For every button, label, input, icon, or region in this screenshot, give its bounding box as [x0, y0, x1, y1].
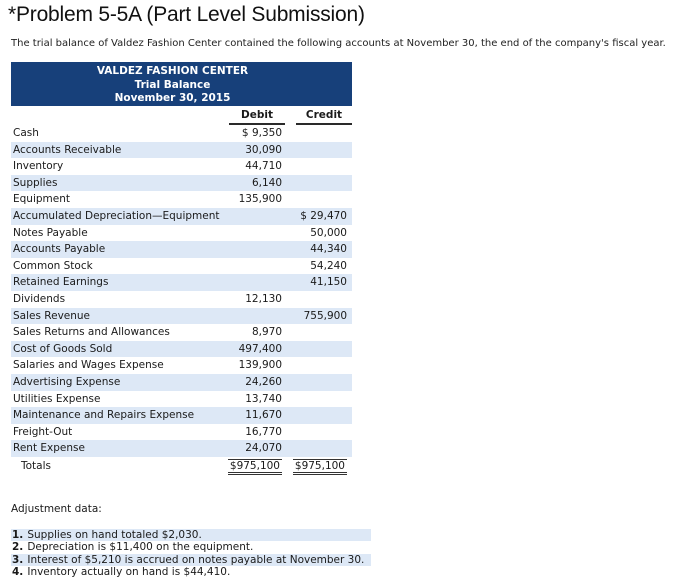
totals-label: Totals	[21, 460, 51, 472]
intro-text: The trial balance of Valdez Fashion Center contained the following accounts at November 30, the end of the company's fiscal year.	[11, 38, 666, 49]
account-name: Utilities Expense	[13, 392, 101, 405]
account-name: Cost of Goods Sold	[13, 342, 113, 355]
trial-balance-header	[11, 62, 352, 106]
table-row	[11, 391, 352, 408]
table-row	[11, 291, 352, 308]
adjustment-list	[11, 529, 371, 579]
item-number: 3.	[12, 553, 24, 566]
total-credit: $975,100	[293, 459, 347, 475]
item-number: 2.	[12, 541, 24, 554]
account-name: Inventory	[13, 160, 64, 173]
debit-amount: 13,740	[245, 392, 282, 405]
debit-amount: 11,670	[245, 409, 282, 422]
account-name: Dividends	[13, 293, 66, 305]
account-name: Rent Expense	[13, 442, 85, 455]
account-name: Supplies	[13, 176, 58, 189]
debit-amount: 497,400	[238, 342, 282, 355]
account-name: Cash	[13, 127, 39, 139]
item-text: Inventory actually on hand is $44,410.	[27, 566, 231, 579]
account-name: Maintenance and Repairs Expense	[13, 409, 195, 422]
table-row	[11, 142, 352, 159]
debit-amount: 8,970	[251, 326, 282, 339]
item-text: Supplies on hand totaled $2,030.	[27, 529, 202, 541]
account-name: Freight-Out	[13, 425, 73, 438]
account-name: Notes Payable	[13, 226, 88, 239]
credit-amount: $ 29,470	[300, 210, 347, 222]
list-item	[11, 554, 371, 566]
table-row	[11, 341, 352, 358]
account-name: Sales Revenue	[13, 309, 91, 322]
debit-column-header: Debit	[229, 108, 285, 125]
debit-amount: 12,130	[245, 293, 282, 305]
account-name: Equipment	[13, 193, 70, 206]
item-number: 1.	[12, 529, 24, 541]
total-debit: $975,100	[228, 459, 282, 475]
account-name: Advertising Expense	[13, 376, 121, 388]
debit-amount: 139,900	[238, 359, 282, 372]
problem-title: *Problem 5-5A (Part Level Submission)	[8, 3, 365, 26]
list-item	[11, 529, 371, 541]
debit-amount: 6,140	[251, 176, 282, 189]
account-name: Salaries and Wages Expense	[13, 359, 164, 372]
table-row	[11, 225, 352, 242]
adjustment-heading: Adjustment data:	[11, 503, 102, 515]
item-text: Interest of $5,210 is accrued on notes payable at November 30.	[27, 553, 365, 566]
item-text: Depreciation is $11,400 on the equipment.	[27, 541, 254, 554]
table-row	[11, 125, 352, 142]
company-name: VALDEZ FASHION CENTER	[96, 65, 249, 77]
account-name: Common Stock	[13, 259, 93, 272]
credit-amount: 755,900	[303, 309, 347, 322]
table-row	[11, 241, 352, 258]
account-name: Accounts Payable	[13, 243, 106, 256]
table-row	[11, 440, 352, 457]
table-row	[11, 374, 352, 391]
debit-amount: 24,260	[245, 376, 282, 388]
debit-amount: 44,710	[245, 160, 282, 173]
debit-amount: 30,090	[245, 143, 282, 156]
statement-name: Trial Balance	[134, 78, 211, 91]
debit-amount: 135,900	[238, 193, 282, 206]
debit-amount: 24,070	[245, 442, 282, 455]
table-row	[11, 175, 352, 192]
table-row	[11, 357, 352, 374]
totals-row	[11, 458, 352, 475]
table-row	[11, 191, 352, 208]
debit-amount: 16,770	[245, 425, 282, 438]
table-row	[11, 424, 352, 441]
account-name: Retained Earnings	[13, 276, 109, 289]
table-row	[11, 324, 352, 341]
table-row	[11, 274, 352, 291]
table-row	[11, 258, 352, 275]
table-row	[11, 208, 352, 225]
account-name: Sales Returns and Allowances	[13, 326, 170, 339]
account-name: Accounts Receivable	[13, 143, 122, 156]
account-name: Accumulated Depreciation—Equipment	[13, 210, 220, 222]
credit-amount: 54,240	[310, 259, 347, 272]
debit-amount: $ 9,350	[241, 127, 282, 139]
list-item	[11, 566, 371, 578]
credit-amount: 41,150	[310, 276, 347, 289]
list-item	[11, 541, 371, 553]
table-row	[11, 158, 352, 175]
table-row	[11, 407, 352, 424]
credit-column-header: Credit	[296, 108, 352, 125]
credit-amount: 44,340	[310, 243, 347, 256]
credit-amount: 50,000	[310, 226, 347, 239]
table-row	[11, 308, 352, 325]
item-number: 4.	[12, 566, 24, 579]
statement-date: November 30, 2015	[114, 92, 231, 104]
